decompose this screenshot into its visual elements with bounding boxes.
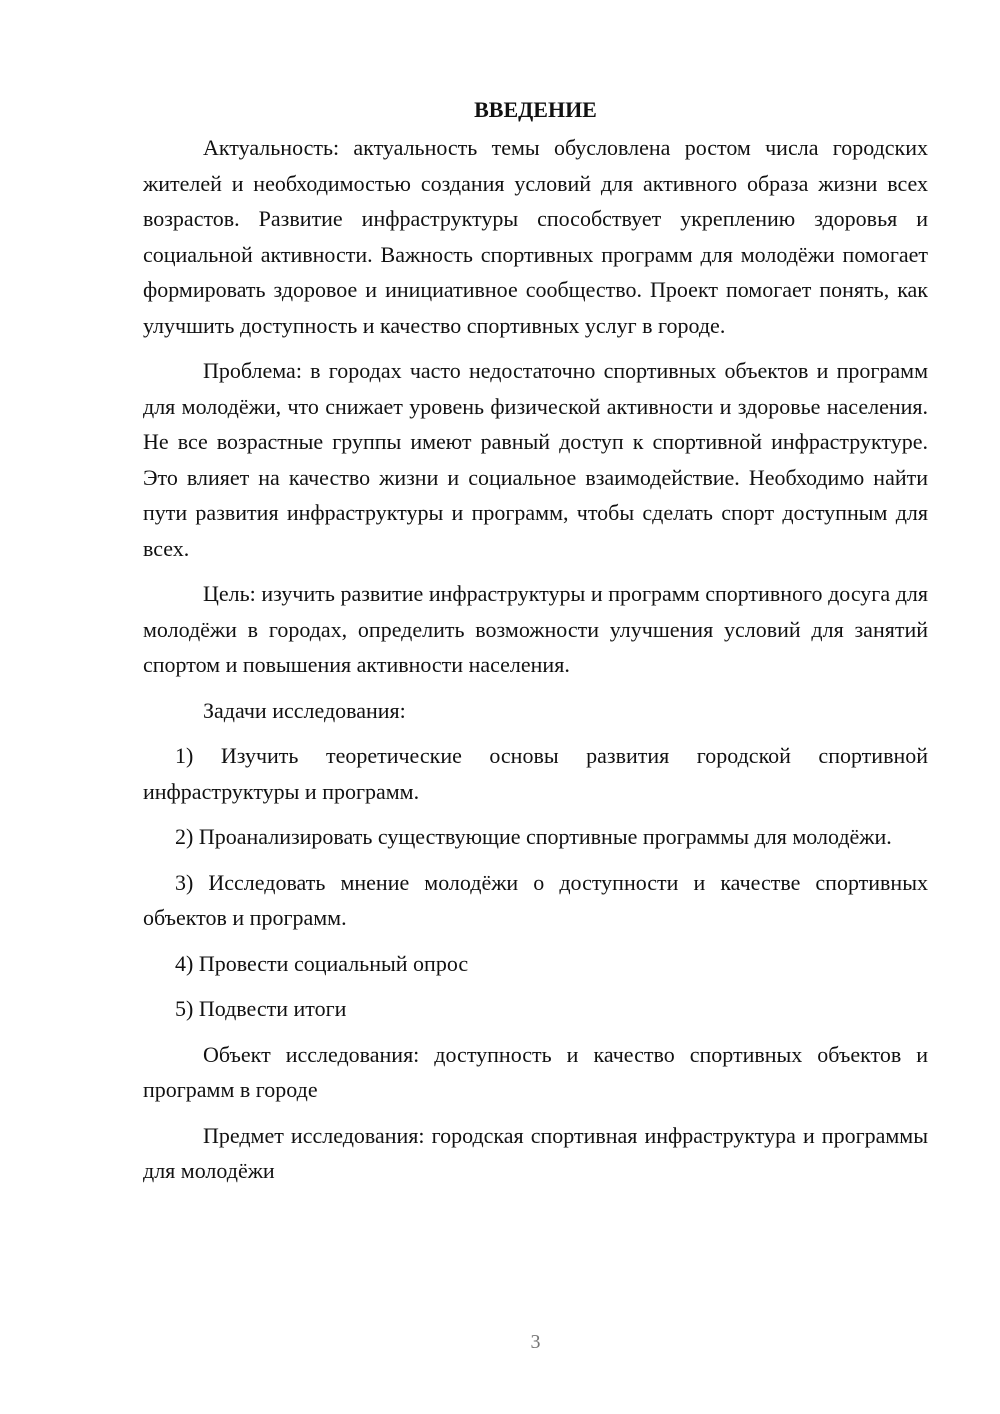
paragraph-relevance: Актуальность: актуальность темы обусловлена ростом числа городских жителей и необходимостью создания условий для активного образа жизни всех возрастов. Развитие инфраструктуры способствует укреплению здоровья и социальной активности. Важность спортивных программ для молодёжи помогает формировать здоровое и инициативное сообщество. Проект помогает понять, как улучшить доступность и качество спортивных услуг в городе. xyxy=(143,135,928,338)
task-item-1: 1) Изучить теоретические основы развития городской спортивной инфраструктуры и программ. xyxy=(143,743,928,804)
page-number: 3 xyxy=(530,1331,541,1353)
task-item-4: 4) Провести социальный опрос xyxy=(175,950,469,976)
paragraph-goal: Цель: изучить развитие инфраструктуры и программ спортивного досуга для молодёжи в городах, определить возможности улучшения условий для занятий спортом и повышения активности населения. xyxy=(143,581,928,677)
paragraph-object: Объект исследования: доступность и качество спортивных объектов и программ в городе xyxy=(143,1041,928,1102)
section-title: ВВЕДЕНИЕ xyxy=(474,97,597,122)
paragraph-problem: Проблема: в городах часто недостаточно спортивных объектов и программ для молодёжи, что снижает уровень физической активности и здоровье населения. Не все возрастные группы имеют равный доступ к спортивной инфраструктуре. Это влияет на качество жизни и социальное взаимодействие. Необходимо найти пути развития инфраструктуры и программ, чтобы сделать спорт доступным для всех. xyxy=(143,358,928,561)
tasks-heading: Задачи исследования: xyxy=(203,697,406,723)
paragraph-subject: Предмет исследования: городская спортивная инфраструктура и программы для молодёжи xyxy=(143,1122,928,1183)
task-item-5: 5) Подвести итоги xyxy=(175,996,347,1021)
task-item-2: 2) Проанализировать существующие спортивные программы для молодёжи. xyxy=(175,824,892,849)
page-content xyxy=(143,94,928,1189)
task-item-3: 3) Исследовать мнение молодёжи о доступности и качестве спортивных объектов и программ. xyxy=(143,869,928,930)
